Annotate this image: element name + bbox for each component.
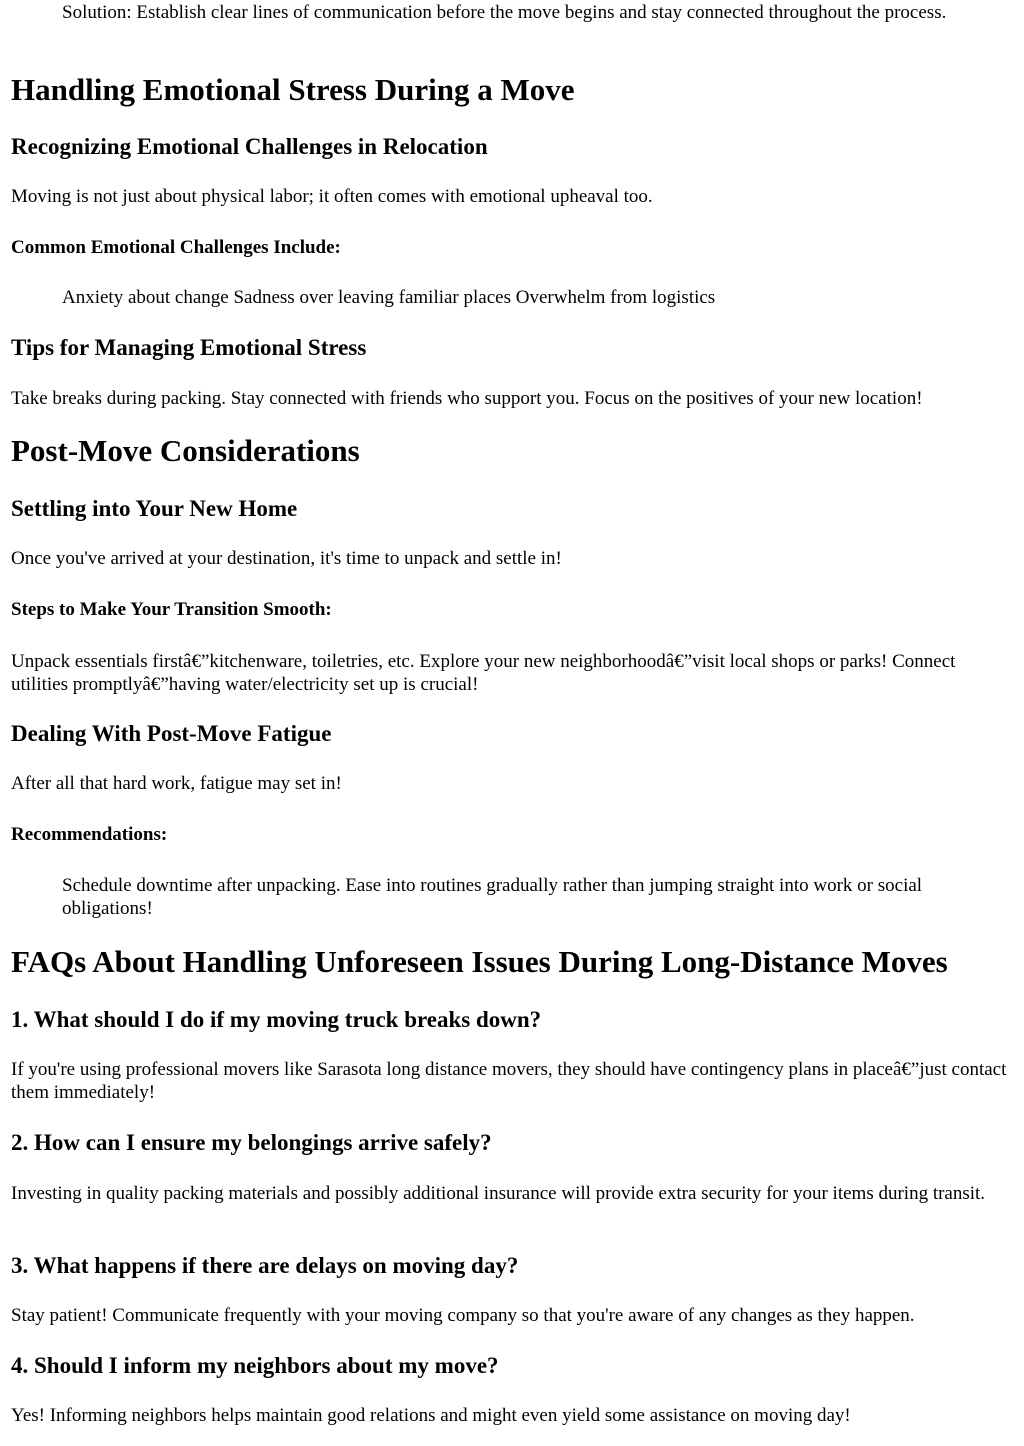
faq-question: 1. What should I do if my moving truck breaks down? (11, 1007, 542, 1032)
faq-answer: Yes! Informing neighbors helps maintain good relations and might even yield some assistance on moving day! (11, 1405, 851, 1426)
faq-question: 2. How can I ensure my belongings arrive safely? (11, 1130, 492, 1155)
faq-question: 3. What happens if there are delays on moving day? (11, 1253, 519, 1278)
transition-steps-heading: Steps to Make Your Transition Smooth: (11, 599, 332, 620)
recommendations-heading: Recommendations: (11, 824, 168, 845)
recognizing-challenges-text: Moving is not just about physical labor; it often comes with emotional upheaval too. (11, 186, 653, 207)
transition-steps-list: Unpack essentials firstâ€”kitchenware, toiletries, etc. Explore your new neighborhoodâ€”visit local shops or parks! Connect utilities promptlyâ€”having water/electricity set up is crucial! (11, 651, 956, 695)
post-move-heading: Post-Move Considerations (11, 433, 360, 468)
tips-text: Take breaks during packing. Stay connected with friends who support you. Focus on the positives of your new location! (11, 388, 923, 409)
emotional-stress-heading: Handling Emotional Stress During a Move (11, 72, 575, 107)
faq-answer: If you're using professional movers like Sarasota long distance movers, they should have contingency plans in placeâ€”just contact them immediately! (11, 1059, 1007, 1103)
faq-question: 4. Should I inform my neighbors about my move? (11, 1353, 499, 1378)
fatigue-heading: Dealing With Post-Move Fatigue (11, 721, 332, 746)
settling-heading: Settling into Your New Home (11, 496, 298, 521)
recognizing-challenges-heading: Recognizing Emotional Challenges in Relocation (11, 134, 488, 159)
faq-answer: Stay patient! Communicate frequently with your moving company so that you're aware of any changes as they happen. (11, 1305, 915, 1326)
solution-text: Solution: Establish clear lines of communication before the move begins and stay connected throughout the process. (62, 2, 947, 23)
faq-answer: Investing in quality packing materials and possibly additional insurance will provide extra security for your items during transit. (11, 1183, 986, 1204)
recommendations-list: Schedule downtime after unpacking. Ease into routines gradually rather than jumping straight into work or social obligations! (62, 875, 923, 919)
fatigue-text: After all that hard work, fatigue may set in! (11, 773, 342, 794)
common-challenges-heading: Common Emotional Challenges Include: (11, 237, 341, 258)
settling-text: Once you've arrived at your destination, it's time to unpack and settle in! (11, 548, 562, 569)
common-challenges-list: Anxiety about change Sadness over leaving familiar places Overwhelm from logistics (62, 287, 716, 308)
faqs-heading: FAQs About Handling Unforeseen Issues During Long-Distance Moves (11, 944, 948, 979)
tips-heading: Tips for Managing Emotional Stress (11, 335, 367, 360)
